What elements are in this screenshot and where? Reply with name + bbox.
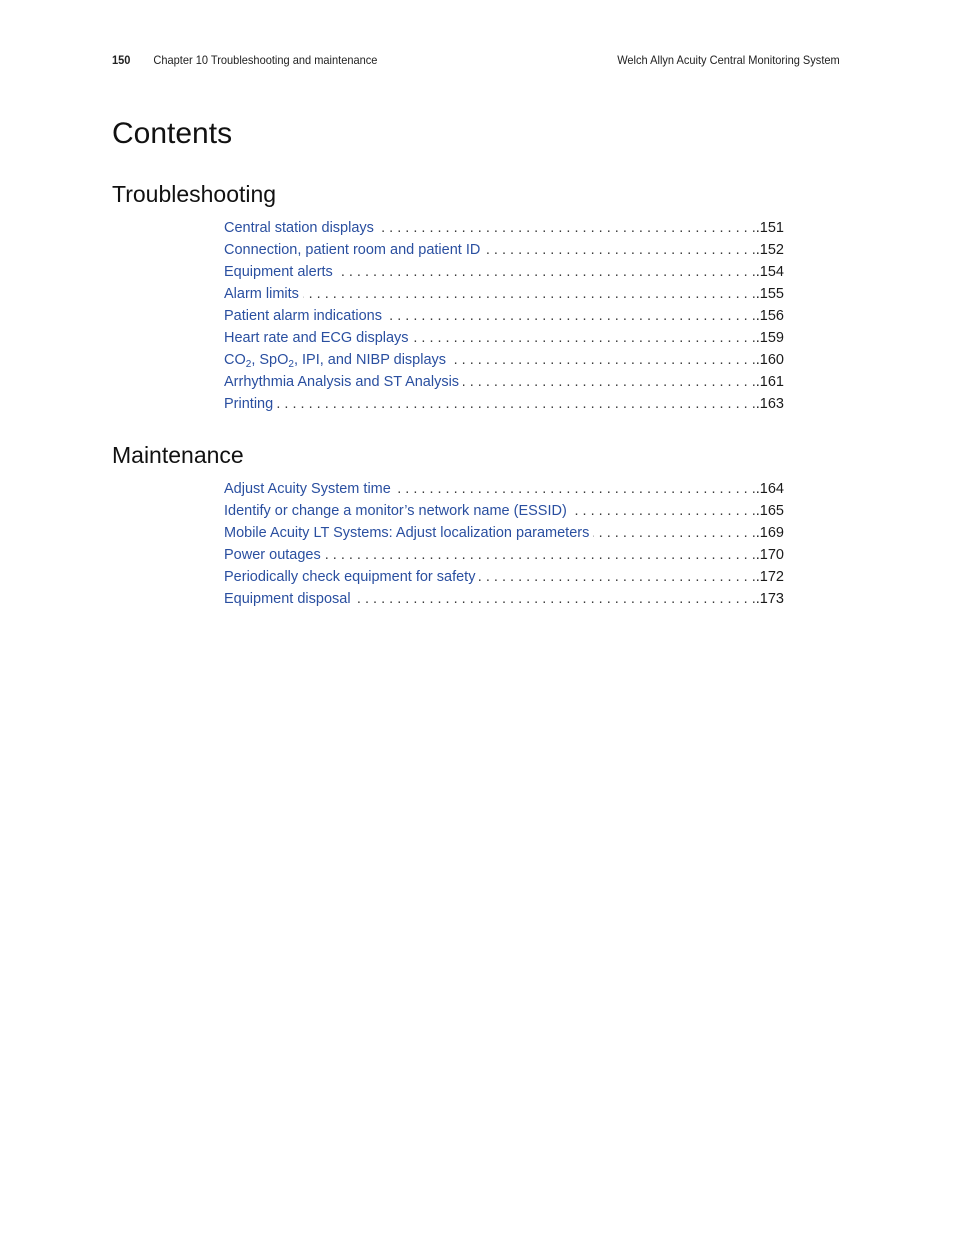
leader-dots bbox=[484, 239, 755, 261]
toc-entry-page: .155 bbox=[755, 286, 784, 302]
toc-entry-label: Periodically check equipment for safety bbox=[224, 569, 476, 585]
leader-dots bbox=[337, 261, 756, 283]
toc-entry-label: Connection, patient room and patient ID bbox=[224, 242, 481, 258]
toc-entry[interactable] bbox=[224, 566, 784, 588]
toc-entry-label bbox=[224, 349, 450, 371]
toc-entry[interactable] bbox=[224, 349, 784, 371]
leader-dots bbox=[413, 327, 756, 349]
leader-dots bbox=[479, 566, 755, 588]
toc-entry-label: Patient alarm indications bbox=[224, 308, 382, 324]
contents-heading: Contents bbox=[112, 117, 233, 150]
leader-dots bbox=[303, 283, 756, 305]
toc-entry-label: Arrhythmia Analysis and ST Analysis bbox=[224, 374, 460, 390]
toc-entry-page: .169 bbox=[755, 525, 784, 541]
chapter-title: Chapter 10 Troubleshooting and maintenance bbox=[153, 53, 378, 67]
toc-entry[interactable] bbox=[224, 500, 784, 522]
toc-entry[interactable] bbox=[224, 239, 784, 261]
leader-dots bbox=[386, 305, 756, 327]
leader-dots bbox=[571, 500, 756, 522]
toc-entry-label: Equipment alerts bbox=[224, 264, 333, 280]
toc-entry-page: .170 bbox=[755, 547, 784, 563]
toc-entry-page: .154 bbox=[755, 264, 784, 280]
toc-entry-label: Power outages bbox=[224, 547, 321, 563]
toc-entry-page: .173 bbox=[755, 591, 784, 607]
toc-entry[interactable] bbox=[224, 327, 784, 349]
toc-entry[interactable] bbox=[224, 544, 784, 566]
toc-entry-label: Central station displays bbox=[224, 220, 374, 236]
toc-entry[interactable] bbox=[224, 478, 784, 500]
toc-entry-label: Identify or change a monitor’s network name (ESSID) bbox=[224, 503, 567, 519]
toc-entry-label: Alarm limits bbox=[224, 286, 299, 302]
leader-dots bbox=[395, 478, 756, 500]
label-part: , SpO bbox=[251, 352, 289, 368]
leader-dots bbox=[378, 217, 756, 239]
toc-entry[interactable] bbox=[224, 261, 784, 283]
toc-entry-page: .164 bbox=[755, 481, 784, 497]
toc-entry-page: .160 bbox=[755, 352, 784, 368]
toc-entry-label: Heart rate and ECG displays bbox=[224, 330, 409, 346]
leader-dots bbox=[355, 588, 756, 610]
leader-dots bbox=[450, 349, 756, 371]
section-heading-maintenance: Maintenance bbox=[112, 442, 244, 468]
leader-dots bbox=[463, 371, 756, 393]
toc-entry-label: Mobile Acuity LT Systems: Adjust localization parameters bbox=[224, 525, 590, 541]
toc-entry-page: .152 bbox=[755, 242, 784, 258]
toc-entry[interactable] bbox=[224, 393, 784, 415]
toc-entry-page: .163 bbox=[755, 396, 784, 412]
subscript: 2 bbox=[288, 359, 294, 370]
document-title: Welch Allyn Acuity Central Monitoring System bbox=[617, 53, 840, 67]
toc-entry[interactable] bbox=[224, 217, 784, 239]
toc-entry[interactable] bbox=[224, 588, 784, 610]
toc-entry-page: .172 bbox=[755, 569, 784, 585]
toc-entry-page: .156 bbox=[755, 308, 784, 324]
toc-entry-page: .165 bbox=[755, 503, 784, 519]
toc-list-maintenance bbox=[224, 478, 784, 610]
page-header bbox=[112, 53, 840, 69]
label-part: , IPI, and NIBP displays bbox=[293, 352, 447, 368]
toc-entry-page: .151 bbox=[755, 220, 784, 236]
toc-entry-label: Equipment disposal bbox=[224, 591, 351, 607]
toc-entry[interactable] bbox=[224, 283, 784, 305]
toc-entry-label: Adjust Acuity System time bbox=[224, 481, 391, 497]
section-heading-troubleshooting: Troubleshooting bbox=[112, 181, 277, 207]
toc-entry-label: Printing bbox=[224, 396, 274, 412]
toc-entry[interactable] bbox=[224, 522, 784, 544]
subscript: 2 bbox=[245, 359, 252, 370]
toc-entry-page: .159 bbox=[755, 330, 784, 346]
toc-entry-page: .161 bbox=[755, 374, 784, 390]
leader-dots bbox=[593, 522, 755, 544]
label-part: CO bbox=[224, 352, 246, 368]
leader-dots bbox=[325, 544, 756, 566]
page-number: 150 bbox=[112, 53, 131, 67]
toc-list-troubleshooting bbox=[224, 217, 784, 415]
toc-entry[interactable] bbox=[224, 305, 784, 327]
toc-entry[interactable] bbox=[224, 371, 784, 393]
leader-dots bbox=[277, 393, 756, 415]
